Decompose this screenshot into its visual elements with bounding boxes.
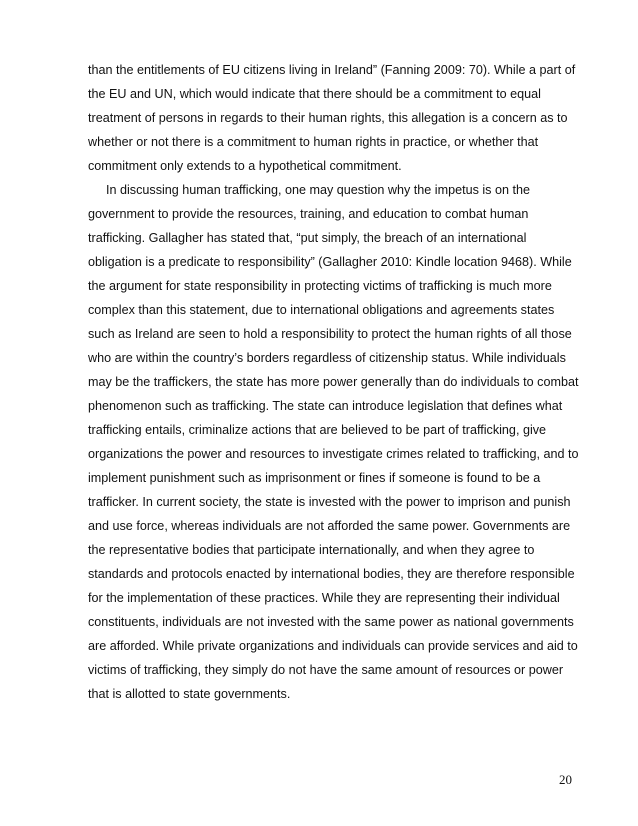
page-number: 20: [559, 772, 572, 787]
text-line: the argument for state responsibility in protecting victims of trafficking is much more: [88, 279, 552, 293]
text-line: who are within the country’s borders regardless of citizenship status. While individuals: [88, 351, 566, 365]
text-line: organizations the power and resources to investigate crimes related to trafficking, and to: [88, 447, 579, 461]
text-line: may be the traffickers, the state has more power generally than do individuals to combat: [88, 375, 579, 389]
text-line: that is allotted to state governments.: [88, 687, 291, 701]
text-line: complex than this statement, due to international obligations and agreements states: [88, 303, 555, 317]
text-line: for the implementation of these practices. While they are representing their individual: [88, 591, 560, 605]
text-line: trafficking entails, criminalize actions that are believed to be part of trafficking, give: [88, 423, 547, 437]
text-line: are afforded. While private organizations and individuals can provide services and aid to: [88, 639, 578, 653]
text-line: the EU and UN, which would indicate that there should be a commitment to equal: [88, 87, 541, 101]
text-line: and use force, whereas individuals are not afforded the same power. Governments are: [88, 519, 571, 533]
body-text: [88, 58, 588, 706]
text-line: such as Ireland are seen to hold a responsibility to protect the human rights of all those: [88, 327, 572, 341]
text-line: standards and protocols enacted by international bodies, they are therefore responsible: [88, 567, 575, 581]
text-line: trafficking. Gallagher has stated that, “put simply, the breach of an international: [88, 231, 527, 245]
text-line: the representative bodies that participate internationally, and when they agree to: [88, 543, 535, 557]
text-line: government to provide the resources, training, and education to combat human: [88, 207, 529, 221]
text-line: whether or not there is a commitment to human rights in practice, or whether that: [88, 135, 539, 149]
text-line: treatment of persons in regards to their human rights, this allegation is a concern as to: [88, 111, 568, 125]
text-line: than the entitlements of EU citizens living in Ireland” (Fanning 2009: 70). While a part of: [88, 63, 576, 77]
text-line: implement punishment such as imprisonment or fines if someone is found to be a: [88, 471, 541, 485]
text-line: trafficker. In current society, the state is invested with the power to imprison and punish: [88, 495, 571, 509]
text-line: constituents, individuals are not invested with the same power as national governments: [88, 615, 574, 629]
paragraph-first-line: In discussing human trafficking, one may question why the impetus is on the: [106, 183, 530, 197]
text-line: victims of trafficking, they simply do not have the same amount of resources or power: [88, 663, 564, 677]
text-line: phenomenon such as trafficking. The state can introduce legislation that defines what: [88, 399, 563, 413]
text-line: commitment only extends to a hypothetical commitment.: [88, 159, 402, 173]
text-line: obligation is a predicate to responsibility” (Gallagher 2010: Kindle location 9468). While: [88, 255, 572, 269]
